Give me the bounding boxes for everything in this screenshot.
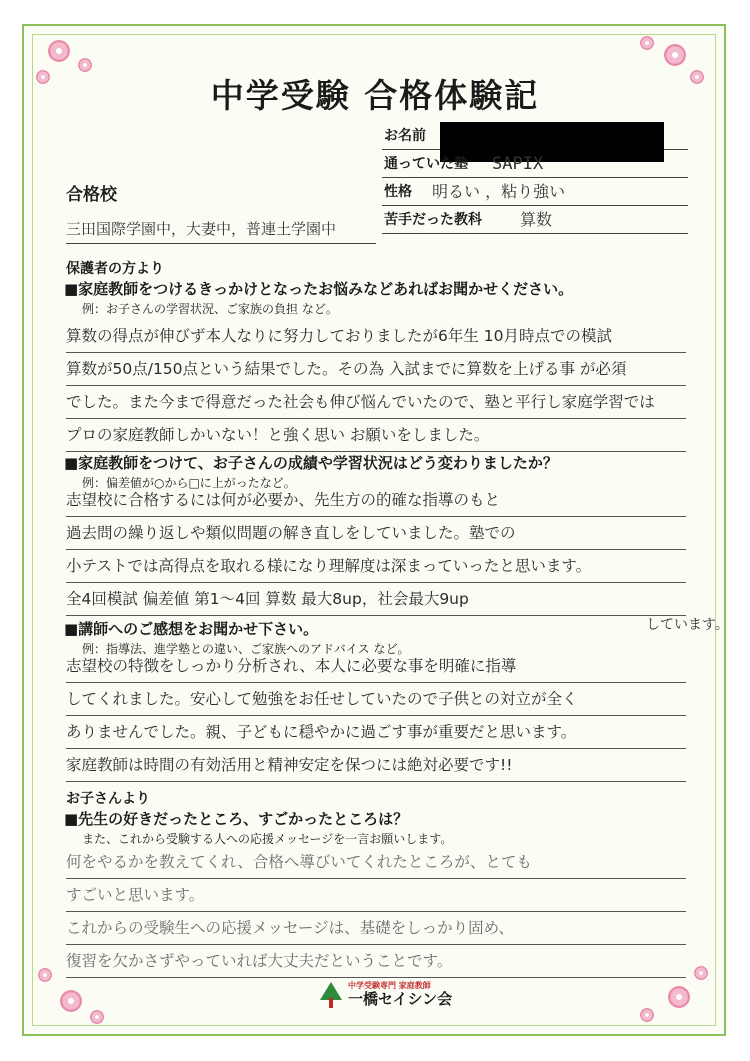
juku-row <box>382 150 688 178</box>
question-1-title: ■家庭教師をつけるきっかけとなったお悩みなどあればお聞かせください。 <box>64 280 574 298</box>
parent-section-label: 保護者の方より <box>66 261 164 277</box>
cherry-blossom-icon <box>48 40 70 62</box>
child-section-label: お子さんより <box>66 791 150 807</box>
answer-line: プロの家庭教師しかいない！と強く思い お願いをしました。 <box>66 419 686 452</box>
answer-line: 志望校の特徴をしっかり分析され、本人に必要な事を明確に指導 <box>66 650 686 683</box>
question-2-example: 例：偏差値が○から□に上がったなど。 <box>82 476 296 490</box>
question-4-title: ■先生の好きだったところ、すごかったところは？ <box>64 810 409 828</box>
question-2-note: しています。 <box>646 617 729 633</box>
page-title: 中学受験 合格体験記 <box>210 76 540 115</box>
school-label: 合格校 <box>66 185 117 205</box>
answer-line: 過去問の繰り返しや類似問題の解き直しをしていました。塾での <box>66 517 686 550</box>
answer-line: でした。また今まで得意だった社会も伸び悩んでいたので、塾と平行し家庭学習では <box>66 386 686 419</box>
question-3-title: ■講師へのご感想をお聞かせ下さい。 <box>64 620 319 638</box>
cherry-blossom-icon <box>38 968 52 982</box>
cherry-blossom-icon <box>664 44 686 66</box>
answer-line: 復習を欠かさずやっていれば大丈夫だということです。 <box>66 945 686 978</box>
question-1-example: 例：お子さんの学習状況、ご家族の負担 など。 <box>82 302 338 316</box>
question-3-answer <box>66 650 686 782</box>
cherry-blossom-icon <box>668 986 690 1008</box>
weak-subject-label: 苦手だった教科 <box>384 212 482 228</box>
answer-line: ありませんでした。親、子どもに穏やかに過ごす事が重要だと思います。 <box>66 716 686 749</box>
student-info <box>382 122 688 234</box>
answer-line: 何をやるかを教えてくれ、合格へ導びいてくれたところが、とても <box>66 846 686 879</box>
name-row <box>382 122 688 150</box>
logo-tagline: 中学受験専門 家庭教師 <box>348 981 431 991</box>
cherry-blossom-icon <box>640 36 654 50</box>
answer-line: 算数の得点が伸びず本人なりに努力しておりましたが6年生 10月時点での模試 <box>66 320 686 353</box>
cherry-blossom-icon <box>640 1008 654 1022</box>
logo-text <box>348 982 452 1007</box>
personality-row <box>382 178 688 206</box>
cherry-blossom-icon <box>694 966 708 980</box>
answer-line: 全4回模試 偏差値 第1～4回 算数 最大8up，社会最大9up <box>66 583 686 616</box>
answer-line: これからの受験生への応援メッセージは、基礎をしっかり固め、 <box>66 912 686 945</box>
question-2-answer <box>66 484 686 616</box>
cherry-blossom-icon <box>90 1010 104 1024</box>
personality-value: 明るい ，粘り強い <box>432 182 566 201</box>
answer-line: すごいと思います。 <box>66 879 686 912</box>
juku-label: 通っていた塾 <box>384 156 468 172</box>
answer-line: してくれました。安心して勉強をお任せしていたので子供との対立が全く <box>66 683 686 716</box>
juku-value: SAPIX <box>492 154 544 174</box>
personality-label: 性格 <box>384 184 412 200</box>
school-value: 三田国際学園中，大妻中，普連土学園中 <box>66 218 376 244</box>
name-label: お名前 <box>384 128 426 144</box>
cherry-blossom-icon <box>60 990 82 1012</box>
company-logo <box>320 982 452 1008</box>
logo-name: 一橋セイシン会 <box>348 990 453 1009</box>
question-2-title: ■家庭教師をつけて、お子さんの成績や学習状況はどう変わりましたか？ <box>64 454 558 472</box>
question-4-answer <box>66 846 686 978</box>
answer-line: 志望校に合格するには何が必要か、先生方の的確な指導のもと <box>66 484 686 517</box>
answer-line: 算数が50点/150点という結果でした。その為 入試までに算数を上げる事 が必須 <box>66 353 686 386</box>
question-1-answer <box>66 320 686 452</box>
answer-line: 小テストでは高得点を取れる様になり理解度は深まっていったと思います。 <box>66 550 686 583</box>
mountain-logo-icon <box>320 982 342 1008</box>
weak-subject-row <box>382 206 688 234</box>
question-4-example: また、これから受験する人への応援メッセージを一言お願いします。 <box>82 832 453 846</box>
question-3-example: 例：指導法、進学塾との違い、ご家族へのアドバイス など。 <box>82 642 410 656</box>
weak-subject-value: 算数 <box>520 210 553 229</box>
answer-line: 家庭教師は時間の有効活用と精神安定を保つには絶対必要です!! <box>66 749 686 782</box>
